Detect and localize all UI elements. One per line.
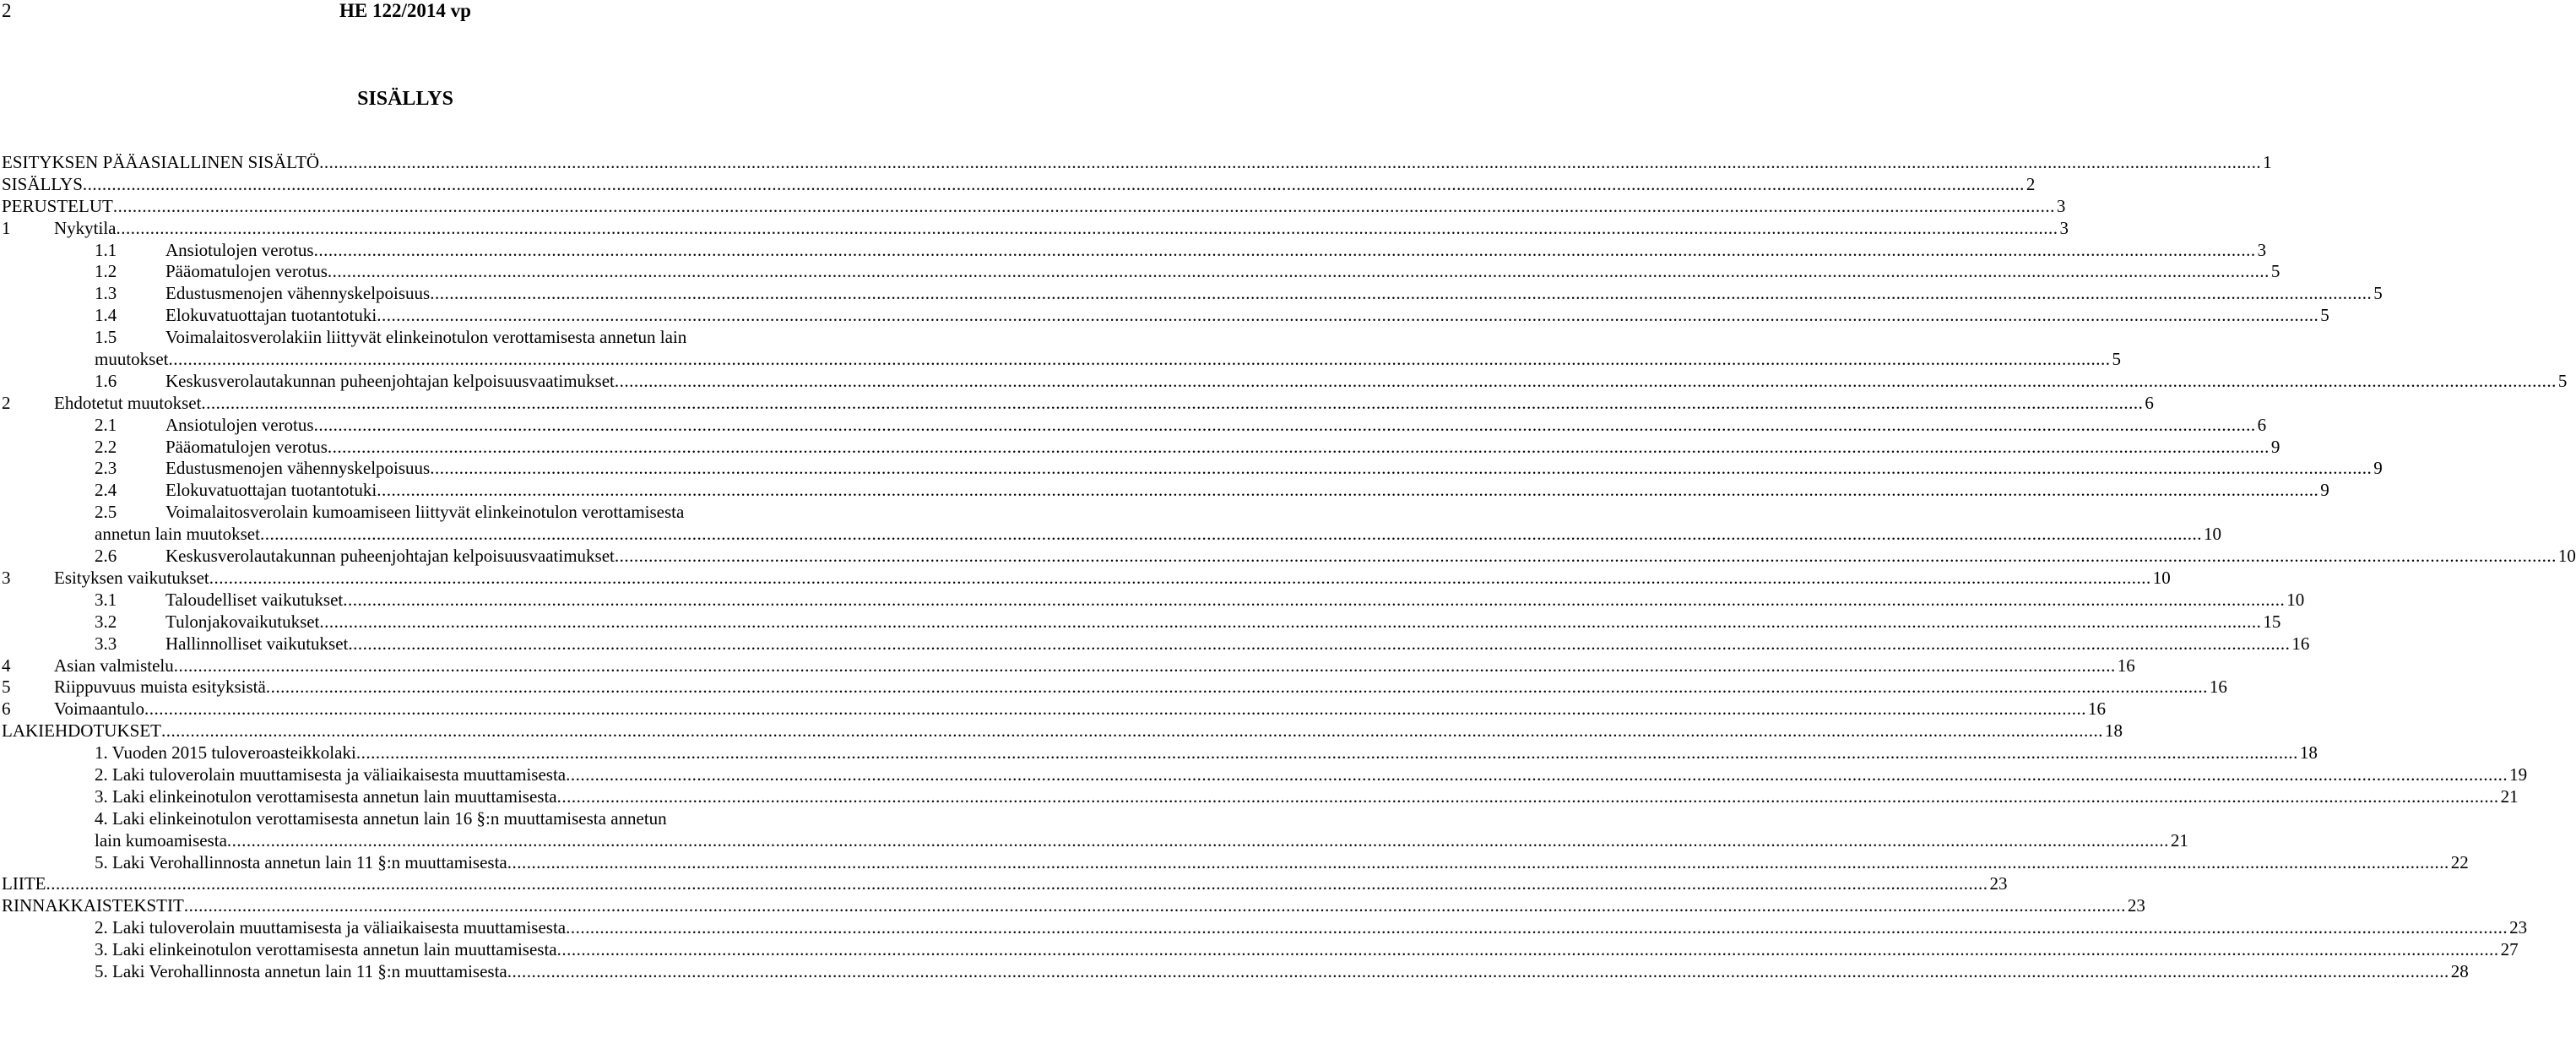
toc-entry[interactable] bbox=[0, 546, 2576, 568]
toc-entry[interactable] bbox=[0, 633, 2310, 655]
toc-entry[interactable] bbox=[0, 873, 2008, 895]
toc-entry-page: 27 bbox=[2500, 939, 2519, 960]
toc-entry-number: 2.3 bbox=[95, 458, 117, 479]
toc-entry-page: 23 bbox=[2127, 895, 2145, 916]
toc-entry-number: 1.4 bbox=[95, 305, 117, 326]
toc-entry[interactable] bbox=[0, 283, 2383, 305]
toc-entry-title: 5. Laki Verohallinnosta annetun lain 11 §:n muuttamisesta bbox=[95, 961, 507, 981]
dot-leader: ................................................................................................................................................................................................................................................................................................................................................................................................................ bbox=[116, 217, 2058, 238]
toc-entry-page: 3 bbox=[2257, 239, 2267, 260]
toc-entry-number: 3.3 bbox=[95, 633, 117, 654]
toc-entry-number: 3 bbox=[2, 567, 11, 588]
toc-entry-page: 16 bbox=[2209, 677, 2227, 698]
toc-entry[interactable] bbox=[0, 195, 2066, 218]
toc-entry-number: 2.6 bbox=[95, 546, 117, 567]
dot-leader: ................................................................................................................................................................................................................................................................................................................................................................................................................ bbox=[377, 480, 2319, 501]
dot-leader: ................................................................................................................................................................................................................................................................................................................................................................................................................ bbox=[201, 392, 2144, 413]
toc-entry-page: 16 bbox=[2117, 655, 2135, 676]
toc-entry-title: Edustusmenojen vähennyskelpoisuus bbox=[165, 458, 431, 479]
toc-entry[interactable] bbox=[0, 327, 2121, 371]
toc-entry-page: 23 bbox=[1989, 873, 2008, 894]
dot-leader: ................................................................................................................................................................................................................................................................................................................................................................................................................ bbox=[313, 239, 2256, 260]
toc-entry-page: 23 bbox=[2509, 917, 2528, 938]
toc-entry-title: Keskusverolautakunnan puheenjohtajan kelpoisuusvaatimukset bbox=[165, 370, 615, 391]
toc-entry-number: 2.5 bbox=[95, 502, 117, 523]
toc-entry-number: 1.2 bbox=[95, 261, 117, 282]
toc-entry-title: Voimalaitosverolakiin liittyvät elinkeinotulon verottamisesta annetun lain bbox=[165, 327, 687, 348]
toc-entry-number: 4 bbox=[2, 655, 11, 676]
dot-leader: ................................................................................................................................................................................................................................................................................................................................................................................................................ bbox=[82, 173, 2025, 194]
toc-entry[interactable] bbox=[0, 655, 2135, 677]
toc-entry[interactable] bbox=[0, 764, 2528, 786]
toc-entry-title: PERUSTELUT bbox=[2, 195, 113, 216]
toc-entry-title: Hallinnolliset vaikutukset bbox=[165, 633, 349, 654]
toc-entry-title: LAKIEHDOTUKSET bbox=[2, 720, 161, 742]
toc-entry-number: 3.2 bbox=[95, 611, 117, 632]
dot-leader: ................................................................................................................................................................................................................................................................................................................................................................................................................ bbox=[319, 611, 2262, 632]
toc-entry-page: 18 bbox=[2104, 720, 2123, 742]
toc-entry-page: 1 bbox=[2263, 152, 2272, 172]
toc-entry[interactable] bbox=[0, 173, 2036, 196]
dot-leader: ................................................................................................................................................................................................................................................................................................................................................................................................................ bbox=[327, 436, 2270, 457]
dot-leader: ................................................................................................................................................................................................................................................................................................................................................................................................................ bbox=[313, 414, 2256, 435]
toc-entry-title: 5. Laki Verohallinnosta annetun lain 11 §:n muuttamisesta bbox=[95, 851, 507, 872]
toc-heading: SISÄLLYS bbox=[357, 88, 453, 110]
toc-entry-page: 2 bbox=[2026, 173, 2036, 194]
toc-entry[interactable] bbox=[0, 895, 2145, 917]
toc-entry[interactable] bbox=[0, 217, 2069, 240]
toc-entry-title: Elokuvatuottajan tuotantotuki bbox=[165, 305, 377, 326]
toc-entry-number: 2 bbox=[2, 392, 11, 413]
dot-leader: ................................................................................................................................................................................................................................................................................................................................................................................................................ bbox=[259, 524, 2202, 545]
dot-leader: ................................................................................................................................................................................................................................................................................................................................................................................................................ bbox=[112, 195, 2055, 216]
toc-entry-title: 3. Laki elinkeinotulon verottamisesta annetun lain muuttamisesta bbox=[95, 785, 557, 807]
dot-leader: ................................................................................................................................................................................................................................................................................................................................................................................................................ bbox=[566, 764, 2508, 785]
toc-entry-number: 1.1 bbox=[95, 239, 117, 260]
toc-entry-page: 5 bbox=[2112, 349, 2121, 370]
toc-entry[interactable] bbox=[0, 458, 2383, 480]
toc-entry-page: 10 bbox=[2152, 567, 2171, 588]
dot-leader: ................................................................................................................................................................................................................................................................................................................................................................................................................ bbox=[507, 851, 2449, 872]
dot-leader: ................................................................................................................................................................................................................................................................................................................................................................................................................ bbox=[327, 261, 2270, 282]
toc-entry-title: RINNAKKAISTEKSTIT bbox=[2, 895, 184, 916]
toc-entry-page: 5 bbox=[2320, 305, 2329, 326]
dot-leader: ................................................................................................................................................................................................................................................................................................................................................................................................................ bbox=[566, 917, 2508, 938]
toc-entry[interactable] bbox=[0, 742, 2318, 764]
toc-entry-page: 28 bbox=[2450, 961, 2469, 981]
toc-entry-number: 2.4 bbox=[95, 480, 117, 501]
toc-entry[interactable] bbox=[0, 917, 2528, 939]
toc-entry-title: LIITE bbox=[2, 873, 46, 894]
toc-entry-title: Ehdotetut muutokset bbox=[54, 392, 202, 413]
dot-leader: ................................................................................................................................................................................................................................................................................................................................................................................................................ bbox=[430, 283, 2373, 304]
dot-leader: ................................................................................................................................................................................................................................................................................................................................................................................................................ bbox=[507, 961, 2449, 981]
dot-leader: ................................................................................................................................................................................................................................................................................................................................................................................................................ bbox=[377, 305, 2319, 326]
toc-entry-number: 3.1 bbox=[95, 589, 117, 610]
toc-entry[interactable] bbox=[0, 611, 2281, 633]
toc-entry-page: 9 bbox=[2373, 458, 2383, 479]
toc-entry-title: 2. Laki tuloverolain muuttamisesta ja väliaikaisesta muuttamisesta bbox=[95, 764, 567, 785]
toc-entry[interactable] bbox=[0, 939, 2519, 961]
toc-entry-page: 15 bbox=[2263, 611, 2281, 632]
toc-entry[interactable] bbox=[0, 589, 2305, 611]
toc-entry[interactable] bbox=[0, 567, 2171, 590]
toc-entry[interactable] bbox=[0, 436, 2280, 459]
toc-entry[interactable] bbox=[0, 785, 2519, 808]
toc-entry-number: 6 bbox=[2, 698, 11, 720]
toc-entry-title: Voimalaitosverolain kumoamiseen liittyvät elinkeinotulon verottamisesta bbox=[165, 502, 685, 523]
toc-entry-title: Pääomatulojen verotus bbox=[165, 436, 328, 457]
dot-leader: ................................................................................................................................................................................................................................................................................................................................................................................................................ bbox=[168, 349, 2111, 370]
toc-entry[interactable] bbox=[0, 305, 2329, 327]
dot-leader: ................................................................................................................................................................................................................................................................................................................................................................................................................ bbox=[209, 567, 2151, 588]
toc-entry[interactable] bbox=[0, 961, 2469, 983]
toc-entry[interactable] bbox=[0, 392, 2154, 415]
dot-leader: ................................................................................................................................................................................................................................................................................................................................................................................................................ bbox=[355, 742, 2298, 764]
toc-entry-page: 19 bbox=[2509, 764, 2528, 785]
toc-entry-page: 10 bbox=[2286, 589, 2305, 610]
toc-entry-page: 10 bbox=[2557, 546, 2576, 567]
toc-entry-title: Ansiotulojen verotus bbox=[165, 414, 314, 435]
toc-entry-title: Elokuvatuottajan tuotantotuki bbox=[165, 480, 377, 501]
dot-leader: ................................................................................................................................................................................................................................................................................................................................................................................................................ bbox=[160, 720, 2103, 742]
toc-entry-number: 1.6 bbox=[95, 370, 117, 391]
dot-leader: ................................................................................................................................................................................................................................................................................................................................................................................................................ bbox=[144, 698, 2086, 720]
toc-entry-title: Keskusverolautakunnan puheenjohtajan kelpoisuusvaatimukset bbox=[165, 546, 615, 567]
dot-leader: ................................................................................................................................................................................................................................................................................................................................................................................................................ bbox=[430, 458, 2373, 479]
toc-entry-page: 16 bbox=[2087, 698, 2106, 720]
toc-entry-title: ESITYKSEN PÄÄASIALLINEN SISÄLTÖ bbox=[2, 152, 320, 172]
toc-entry-page: 10 bbox=[2203, 524, 2221, 545]
toc-entry-page: 3 bbox=[2056, 195, 2066, 216]
toc-entry-page: 22 bbox=[2450, 851, 2469, 872]
toc-entry-page: 3 bbox=[2059, 217, 2069, 238]
document-id: HE 122/2014 vp bbox=[339, 0, 471, 21]
toc-entry-page: 6 bbox=[2145, 392, 2154, 413]
toc-entry[interactable] bbox=[0, 414, 2267, 437]
toc-entry[interactable] bbox=[0, 720, 2123, 742]
toc-entry-title: 3. Laki elinkeinotulon verottamisesta annetun lain muuttamisesta bbox=[95, 939, 557, 960]
toc-entry[interactable] bbox=[0, 807, 2188, 852]
toc-entry-title: Nykytila bbox=[54, 217, 117, 238]
toc-entry[interactable] bbox=[0, 152, 2272, 174]
toc-entry-page: 9 bbox=[2270, 436, 2280, 457]
toc-entry-title: Voimaantulo bbox=[54, 698, 144, 720]
toc-entry-page: 5 bbox=[2270, 261, 2280, 282]
toc-entry-title: Esityksen vaikutukset bbox=[54, 567, 209, 588]
toc-entry-number: 1 bbox=[2, 217, 11, 238]
dot-leader: ................................................................................................................................................................................................................................................................................................................................................................................................................ bbox=[265, 677, 2208, 698]
toc-entry-title-continued: muutokset bbox=[95, 349, 169, 370]
dot-leader: ................................................................................................................................................................................................................................................................................................................................................................................................................ bbox=[343, 589, 2286, 610]
toc-entry-number: 2.1 bbox=[95, 414, 117, 435]
toc-entry[interactable] bbox=[0, 698, 2106, 720]
toc-entry[interactable] bbox=[0, 261, 2280, 283]
toc-entry-page: 16 bbox=[2291, 633, 2310, 654]
toc-entry[interactable] bbox=[0, 239, 2267, 262]
table-of-contents bbox=[0, 152, 2576, 983]
dot-leader: ................................................................................................................................................................................................................................................................................................................................................................................................................ bbox=[226, 829, 2169, 851]
toc-entry-title: Edustusmenojen vähennyskelpoisuus bbox=[165, 283, 431, 304]
toc-entry-title: 4. Laki elinkeinotulon verottamisesta annetun lain 16 §:n muuttamisesta annetun bbox=[95, 807, 667, 829]
dot-leader: ................................................................................................................................................................................................................................................................................................................................................................................................................ bbox=[348, 633, 2291, 654]
toc-entry-title-continued: annetun lain muutokset bbox=[95, 524, 260, 545]
toc-entry-page: 18 bbox=[2299, 742, 2318, 764]
page-number: 2 bbox=[2, 0, 12, 21]
toc-entry[interactable] bbox=[0, 480, 2329, 502]
toc-entry-title: SISÄLLYS bbox=[2, 173, 83, 194]
toc-entry[interactable] bbox=[0, 370, 2568, 393]
dot-leader: ................................................................................................................................................................................................................................................................................................................................................................................................................ bbox=[173, 655, 2116, 676]
toc-entry-title: 1. Vuoden 2015 tuloveroasteikkolaki bbox=[95, 742, 356, 764]
toc-entry-number: 1.5 bbox=[95, 327, 117, 348]
toc-entry-number: 5 bbox=[2, 677, 11, 698]
toc-entry-title: Pääomatulojen verotus bbox=[165, 261, 328, 282]
toc-entry-title: Taloudelliset vaikutukset bbox=[165, 589, 344, 610]
toc-entry-title: 2. Laki tuloverolain muuttamisesta ja väliaikaisesta muuttamisesta bbox=[95, 917, 567, 938]
toc-entry-title: Asian valmistelu bbox=[54, 655, 174, 676]
dot-leader: ................................................................................................................................................................................................................................................................................................................................................................................................................ bbox=[614, 546, 2557, 567]
dot-leader: ................................................................................................................................................................................................................................................................................................................................................................................................................ bbox=[556, 939, 2499, 960]
toc-entry-page: 6 bbox=[2257, 414, 2267, 435]
dot-leader: ................................................................................................................................................................................................................................................................................................................................................................................................................ bbox=[556, 785, 2499, 807]
toc-entry-number: 1.3 bbox=[95, 283, 117, 304]
toc-entry-page: 21 bbox=[2500, 785, 2519, 807]
toc-entry-page: 9 bbox=[2320, 480, 2329, 501]
dot-leader: ................................................................................................................................................................................................................................................................................................................................................................................................................ bbox=[614, 370, 2557, 391]
dot-leader: ................................................................................................................................................................................................................................................................................................................................................................................................................ bbox=[183, 895, 2126, 916]
toc-entry[interactable] bbox=[0, 677, 2227, 698]
toc-entry-title: Riippuvuus muista esityksistä bbox=[54, 677, 266, 698]
toc-entry-page: 21 bbox=[2170, 829, 2188, 851]
toc-entry-page: 5 bbox=[2557, 370, 2568, 391]
dot-leader: ................................................................................................................................................................................................................................................................................................................................................................................................................ bbox=[319, 152, 2262, 172]
toc-entry-title-continued: lain kumoamisesta bbox=[95, 829, 227, 851]
toc-entry-number: 2.2 bbox=[95, 436, 117, 457]
toc-entry-page: 5 bbox=[2373, 283, 2383, 304]
dot-leader: ................................................................................................................................................................................................................................................................................................................................................................................................................ bbox=[46, 873, 1988, 894]
toc-entry[interactable] bbox=[0, 851, 2469, 874]
toc-entry-title: Tulonjakovaikutukset bbox=[165, 611, 320, 632]
toc-entry[interactable] bbox=[0, 502, 2221, 546]
toc-entry-title: Ansiotulojen verotus bbox=[165, 239, 314, 260]
